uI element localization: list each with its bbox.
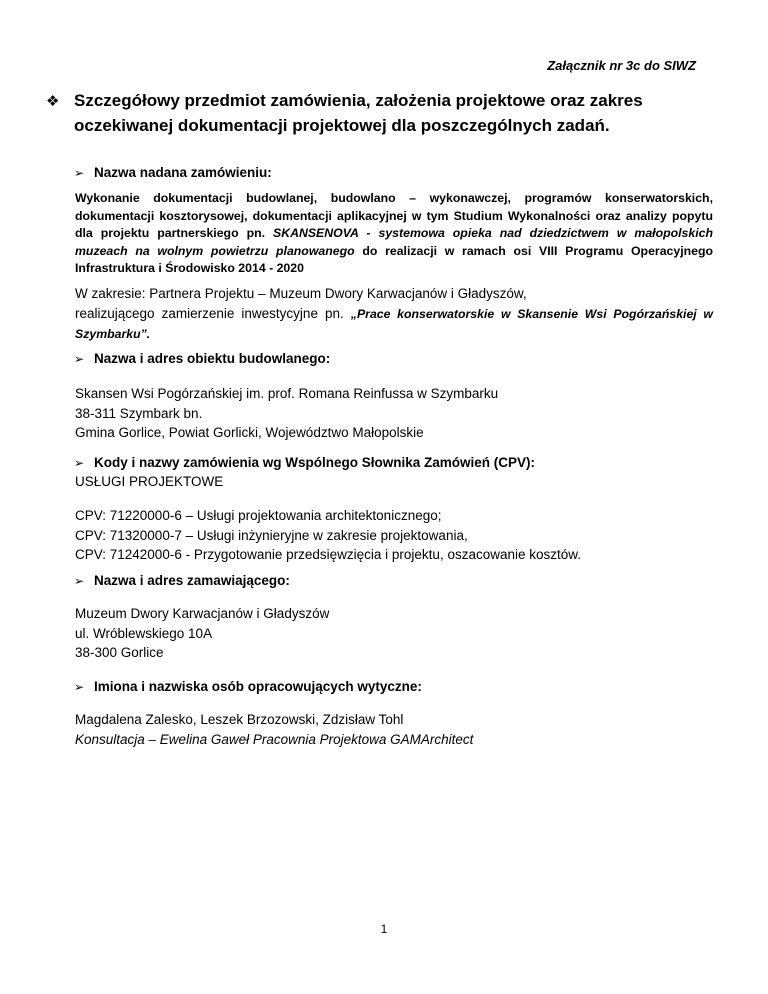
order-description-text <box>75 190 713 278</box>
section-heading-text: Kody i nazwy zamówienia wg Wspólnego Słownika Zamówień (CPV): <box>94 455 536 470</box>
desc-part1: Wykonanie dokumentacji budowlanej, budowlano – wykonawczej, programów konserwatorskich, dokumentacji kosztorysowej, dokumentacji aplikacyjnej w tym Studium Wykonalności oraz analizy popytu dla projektu partnerskiego pn. <box>75 191 713 240</box>
cpv-code: CPV: 71320000-7 – Usługi inżynieryjne w zakresie projektowania, <box>75 527 468 543</box>
section-order-name <box>75 164 715 182</box>
arrow-bullet-icon: ➢ <box>74 166 85 180</box>
section-heading <box>74 164 715 182</box>
arrow-bullet-icon: ➢ <box>74 456 85 470</box>
desc-part2: do realizacji w ramach osi VIII Programu Operacyjnego Infrastruktura i Środowisko 2014 - 2020 <box>75 243 713 275</box>
section-heading-text: Imiona i nazwiska osób opracowujących wytyczne: <box>94 679 422 694</box>
section-client <box>75 572 715 590</box>
client-line: ul. Wróblewskiego 10A <box>75 625 213 641</box>
section-heading <box>74 678 715 696</box>
cpv-category: USŁUGI PROJEKTOWE <box>75 474 224 489</box>
object-line: Gmina Gorlice, Powiat Gorlicki, Województwo Małopolskie <box>75 425 424 440</box>
cpv-code: CPV: 71220000-6 – Usługi projektowania architektonicznego; <box>75 508 442 523</box>
scope-line1: W zakresie: Partnera Projektu – Muzeum Dwory Karwacjanów i Gładyszów, <box>75 286 527 301</box>
authors-consultation: Konsultacja – Ewelina Gaweł Pracownia Projektowa GAMArchitect <box>75 731 474 747</box>
section-authors <box>75 678 715 696</box>
section-heading-text: Nazwa i adres obiektu budowlanego: <box>94 351 331 366</box>
arrow-bullet-icon: ➢ <box>74 352 85 366</box>
authors-list <box>75 710 715 749</box>
scope-line2 <box>75 304 713 345</box>
authors-names: Magdalena Zalesko, Leszek Brzozowski, Zdzisław Tohl <box>75 712 404 727</box>
object-line: Skansen Wsi Pogórzańskiej im. prof. Romana Reinfussa w Szymbarku <box>75 386 499 401</box>
annex-label: Załącznik nr 3c do SIWZ <box>547 58 696 73</box>
section-cpv <box>75 454 715 492</box>
order-description <box>75 190 713 278</box>
main-heading-text: Szczegółowy przedmiot zamówienia, założenia projektowe oraz zakres oczekiwanej dokumentacji projektowej dla poszczególnych zadań. <box>74 91 643 135</box>
client-line: Muzeum Dwory Karwacjanów i Gładyszów <box>75 606 330 621</box>
diamond-bullet-icon: ❖ <box>46 93 60 110</box>
client-address <box>75 604 715 663</box>
section-object <box>75 350 715 368</box>
object-address <box>75 384 715 443</box>
scope-paragraph <box>75 284 713 345</box>
arrow-bullet-icon: ➢ <box>74 680 85 694</box>
scope-italic: „Prace konserwatorskie w Skansenie Wsi Pogórzańskiej w Szymbarku”. <box>75 306 713 341</box>
page-number: 1 <box>380 922 388 936</box>
cpv-codes <box>75 506 715 565</box>
section-heading-text: Nazwa nadana zamówieniu: <box>94 165 272 180</box>
section-heading <box>74 572 715 590</box>
cpv-code: CPV: 71242000-6 - Przygotowanie przedsięwzięcia i projektu, oszacowanie kosztów. <box>75 547 582 562</box>
section-heading <box>74 350 715 368</box>
client-line: 38-300 Gorlice <box>75 645 164 660</box>
scope-prefix: realizującego zamierzenie inwestycyjne pn. <box>75 305 351 321</box>
section-heading-text: Nazwa i adres zamawiającego: <box>94 573 290 588</box>
desc-italic: SKANSENOVA - systemowa opieka nad dziedzictwem w małopolskich muzeach na wolnym powietrzu planowanego <box>75 226 713 258</box>
arrow-bullet-icon: ➢ <box>74 574 85 588</box>
object-line: 38-311 Szymbark bn. <box>75 405 203 421</box>
section-heading <box>74 454 715 472</box>
main-heading <box>46 88 706 138</box>
